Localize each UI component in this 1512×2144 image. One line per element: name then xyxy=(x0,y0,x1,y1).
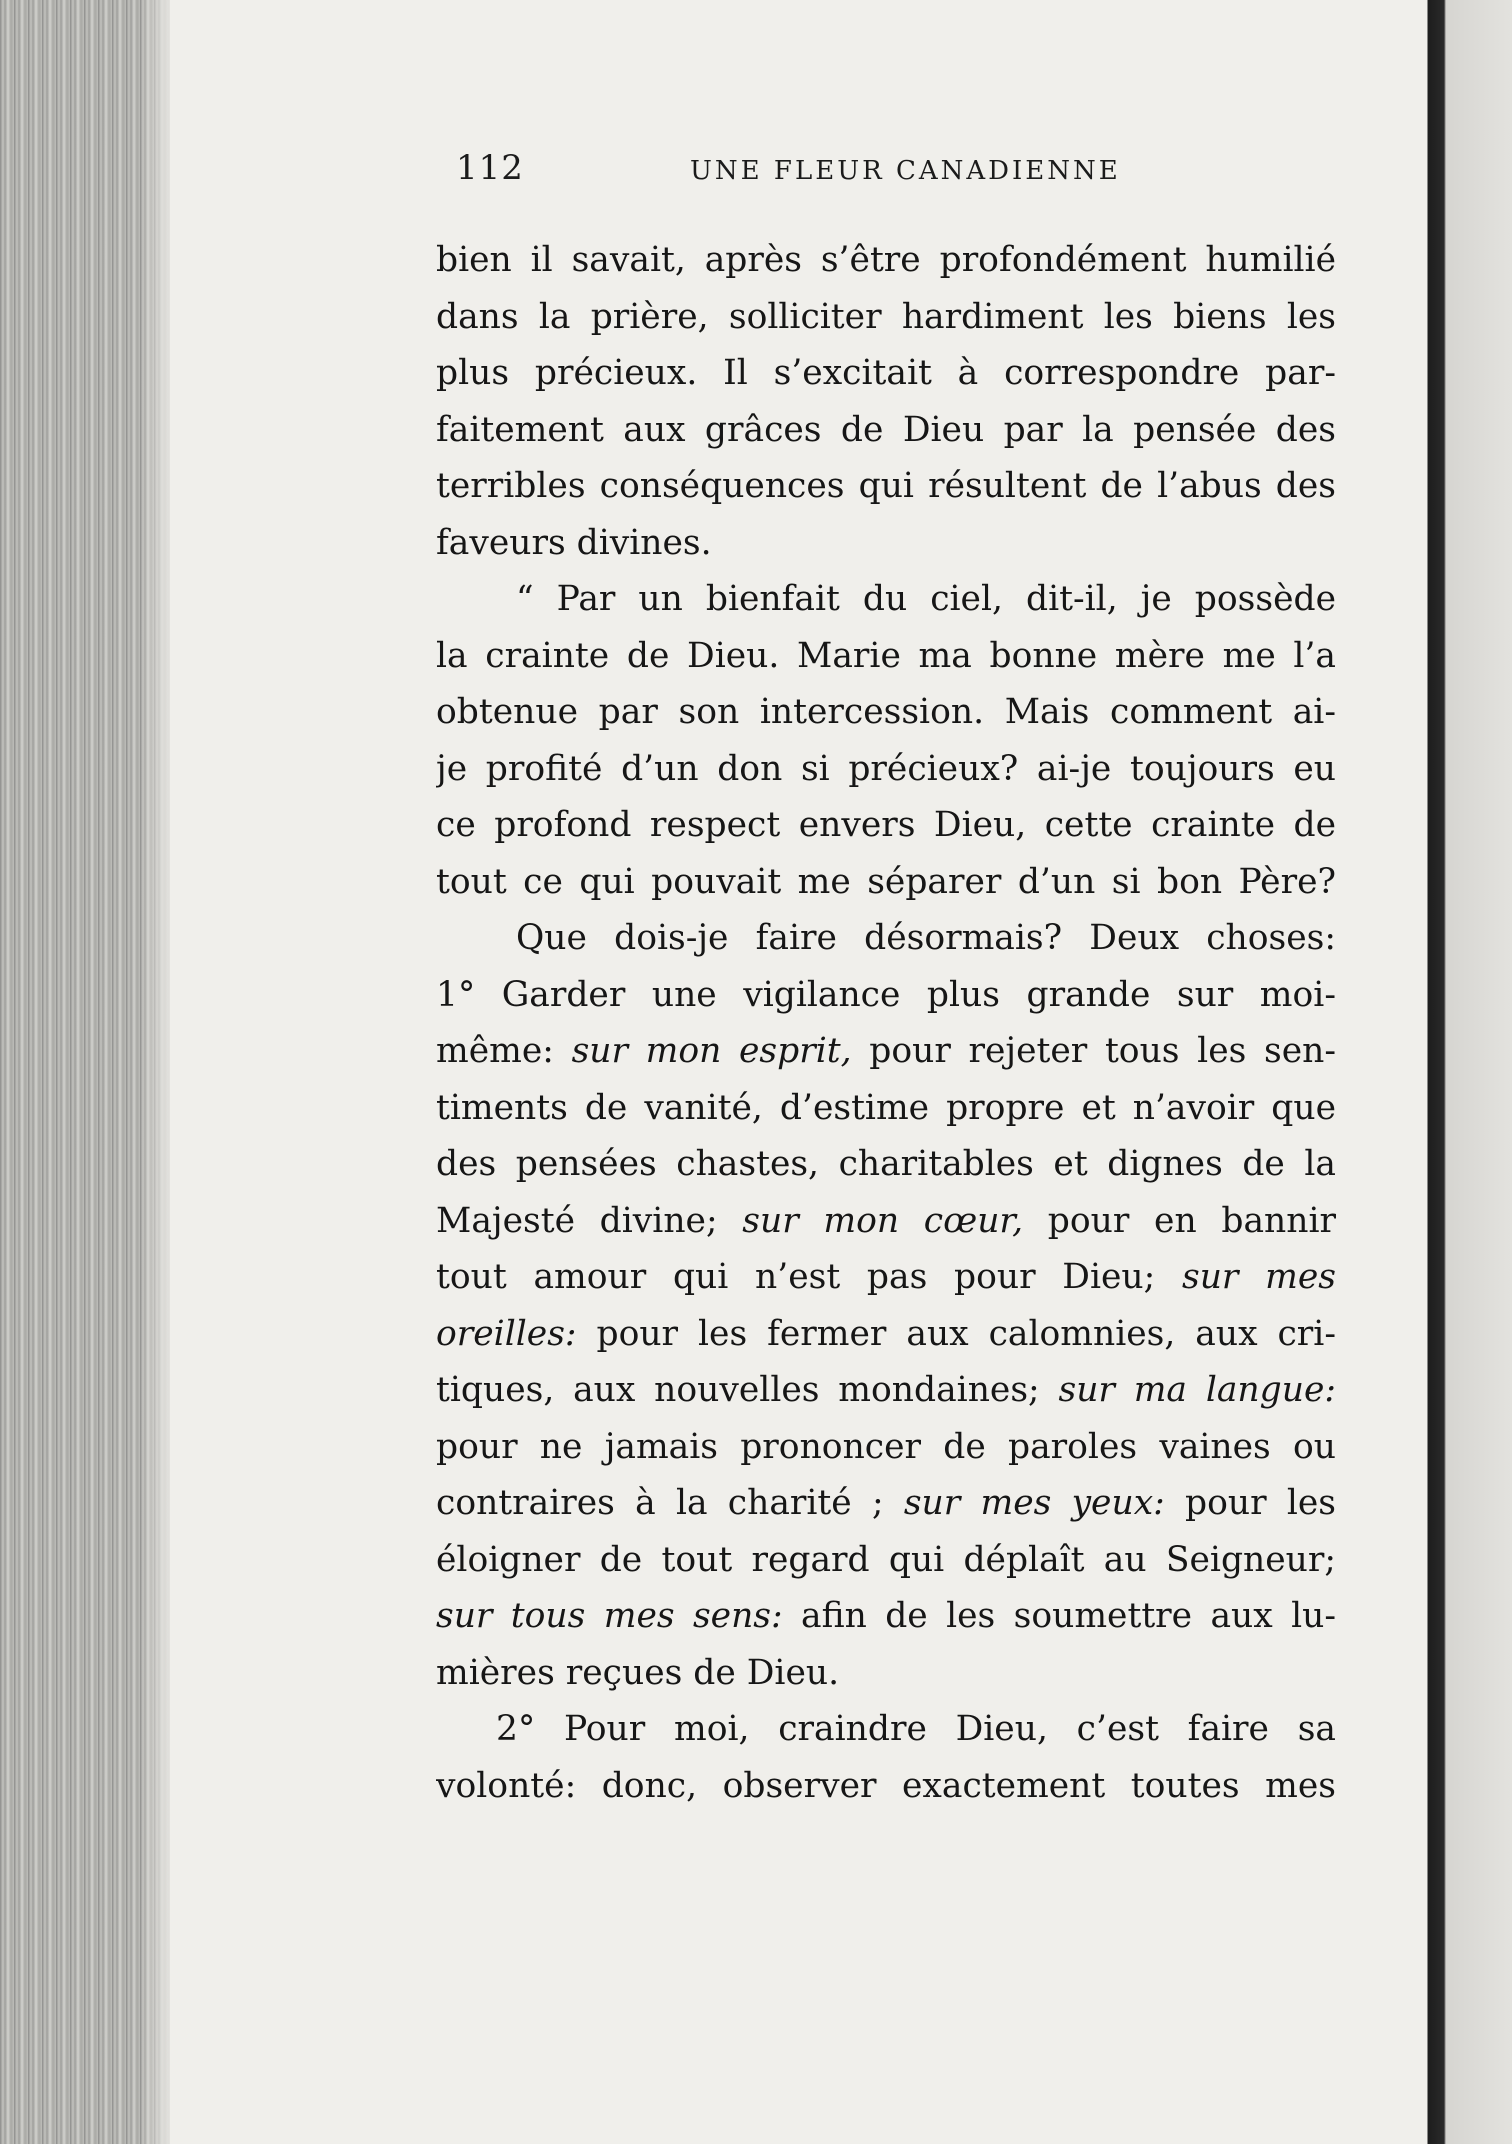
text-line: 1° Garder une vigilance plus grande sur moi- xyxy=(436,974,1336,1015)
text-line: Que dois-je faire désormais? Deux choses: xyxy=(516,918,1336,958)
text-line: ce profond respect envers Dieu, cette crainte de xyxy=(436,805,1336,845)
book-fore-edge xyxy=(0,0,170,2144)
text-line: pour ne jamais prononcer de paroles vaines ou xyxy=(436,1426,1336,1467)
text-line: 2° Pour moi, craindre Dieu, c’est faire sa xyxy=(496,1709,1336,1749)
text-line: faveurs divines. xyxy=(436,522,712,563)
text-line: même: sur mon esprit, pour rejeter tous les sen- xyxy=(436,1031,1336,1071)
text-line: timents de vanité, d’estime propre et n’avoir que xyxy=(436,1087,1336,1128)
text-line: plus précieux. Il s’excitait à correspondre par- xyxy=(436,353,1336,393)
text-line: Majesté divine; sur mon cœur, pour en bannir xyxy=(436,1200,1336,1241)
text-line: “ Par un bienfait du ciel, dit-il, je possède xyxy=(516,579,1336,619)
book-gutter xyxy=(1422,0,1512,2144)
page-header xyxy=(290,142,1330,190)
text-line: terribles conséquences qui résultent de l’abus des xyxy=(436,466,1336,506)
text-line: sur tous mes sens: afin de les soumettre aux lu- xyxy=(436,1596,1336,1636)
body-text xyxy=(436,232,1336,1814)
text-line: dans la prière, solliciter hardiment les biens les xyxy=(436,296,1336,337)
text-line: tiques, aux nouvelles mondaines; sur ma langue: xyxy=(436,1370,1336,1410)
text-line: des pensées chastes, charitables et dignes de la xyxy=(436,1144,1336,1184)
text-line: volonté: donc, observer exactement toutes mes xyxy=(436,1765,1336,1806)
text-line: la crainte de Dieu. Marie ma bonne mère me l’a xyxy=(436,635,1336,676)
text-line: tout amour qui n’est pas pour Dieu; sur mes xyxy=(436,1257,1336,1297)
text-line: bien il savait, après s’être profondément humilié xyxy=(436,240,1336,280)
text-line: mières reçues de Dieu. xyxy=(436,1652,840,1693)
text-line: tout ce qui pouvait me séparer d’un si bon Père? xyxy=(436,861,1336,902)
text-line: je profité d’un don si précieux? ai-je toujours eu xyxy=(436,748,1336,789)
running-title: UNE FLEUR CANADIENNE xyxy=(690,156,1121,186)
text-line: obtenue par son intercession. Mais comment ai- xyxy=(436,692,1336,732)
text-line: contraires à la charité ; sur mes yeux: pour les xyxy=(436,1483,1336,1523)
text-line: éloigner de tout regard qui déplaît au Seigneur; xyxy=(436,1539,1336,1580)
text-line: oreilles: pour les fermer aux calomnies, aux cri- xyxy=(436,1313,1336,1354)
text-line: faitement aux grâces de Dieu par la pensée des xyxy=(436,409,1336,450)
page-number: 112 xyxy=(456,148,524,188)
